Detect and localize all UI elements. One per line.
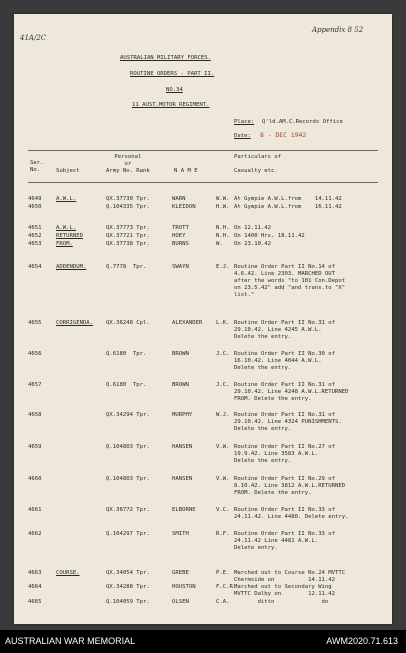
entry-name: HOUSTON [172,584,196,590]
entry-subject: A.W.L. [56,196,77,202]
entry-subject: CORRIGENDA. [56,320,94,326]
entry-ser-no: 4660 [28,476,42,482]
entry-initials: P.E. [216,570,230,576]
doc-subtitle: ROUTINE ORDERS - PART II. [130,71,215,77]
entry-particulars: Routine Order Part II No.31 of 29.10.42. Line 4245 A.W.L. Delete the entry. [234,320,336,340]
entry-ser-no: 4650 [28,204,42,210]
header-rule-top [28,150,378,151]
entry-initials: N.H. [216,233,230,239]
header-rule-bottom [28,182,378,183]
col-personal-no: Personal or Army No. Rank [106,154,150,174]
entry-initials: N.H. [216,225,230,231]
entry-particulars: ditto do [234,599,329,605]
entry-army-no: QX.38772 Tpr. [106,507,150,513]
entry-army-no: Q.104335 Tpr. [106,204,150,210]
entry-army-no: QX.34054 Tpr. [106,570,150,576]
entry-particulars: On 12.11.42 [234,225,272,231]
entry-army-no: QX.34294 Tpr. [106,412,150,418]
document-page [14,14,392,624]
unit-name: 11 AUST.MOTOR REGIMENT. [132,102,210,108]
entry-army-no: QX.34288 Tpr. [106,584,150,590]
entry-ser-no: 4661 [28,507,42,513]
ref-code: 41A/2C [20,34,47,42]
date-stamp: 8 - DEC 1942 [260,131,307,139]
entry-particulars: Routine Order Part II No.33 of 24.11.42 Line 4481 A.W.L. Delete entry. [234,531,336,551]
entry-ser-no: 4653 [28,241,42,247]
entry-initials: L.K. [216,320,230,326]
entry-initials: H.W. [216,204,230,210]
entry-ser-no: 4654 [28,264,42,270]
entry-initials: F.C.R. [216,584,237,590]
archive-footer [0,630,406,653]
entry-army-no: Q.104803 Tpr. [106,476,150,482]
col-particulars: Particulars of Casualty etc. [234,154,282,174]
entry-ser-no: 4656 [28,351,42,357]
col-subject: Subject [56,168,80,174]
entry-particulars: On 23.10.42 [234,241,272,247]
entry-particulars: Routine Order Part II No.27 of 19.9.42. Line 3583 A.W.L. Delete the entry. [234,444,336,464]
footer-accession: AWM2020.71.613 [326,636,398,646]
entry-name: OLSEN [172,599,189,605]
entry-ser-no: 4662 [28,531,42,537]
entry-name: TROTT [172,225,189,231]
entry-name: GREBE [172,570,189,576]
entry-army-no: Q.104059 Tpr. [106,599,150,605]
entry-initials: W.J. [216,412,230,418]
order-number: NO.34 [166,87,183,93]
entry-initials: V.W. [216,444,230,450]
entry-initials: R.F. [216,531,230,537]
entry-name: HANSEN [172,476,193,482]
col-ser-no: Ser. No. [30,160,44,173]
entry-ser-no: 4657 [28,382,42,388]
entry-particulars: At Gympie A.W.L.from 14.11.42 [234,196,342,202]
entry-name: BURNS [172,241,189,247]
entry-name: MURPHY [172,412,193,418]
entry-name: BROWN [172,351,189,357]
entry-initials: V.C. [216,507,230,513]
entry-subject: COURSE. [56,570,80,576]
entry-name: ALEXANDER [172,320,203,326]
entry-initials: W.W. [216,196,230,202]
entry-name: WARN [172,196,186,202]
entry-initials: J.C. [216,382,230,388]
entry-particulars: Routine Order Part II No.33 of 24.11.42. Line 4480. Delete entry. [234,507,349,520]
entry-ser-no: 4664 [28,584,42,590]
entry-army-no: QX.36248 Cpl. [106,320,150,326]
entry-subject: RETURNED [56,233,83,239]
entry-name: KLEIDON [172,204,196,210]
entry-particulars: Routine Order Part II No.29 of 8.10.42. Line 3812 A.W.L.RETURNED FROM. Delete the entry. [234,476,346,496]
entry-name: ELBORNE [172,507,196,513]
place-label: Place: [234,119,255,125]
entry-army-no: Q.7778 Tpr. [106,264,147,270]
entry-ser-no: 4655 [28,320,42,326]
col-name: N A M E [174,168,198,174]
appendix-annotation: Appendix 8 52 [312,26,364,34]
entry-subject: FROM. [56,241,73,247]
place-value: Q'ld.AM.C.Records Office [262,119,343,125]
entry-ser-no: 4663 [28,570,42,576]
footer-institution: AUSTRALIAN WAR MEMORIAL [5,636,136,646]
date-label: Date: [234,133,251,139]
entry-name: SMITH [172,531,189,537]
entry-army-no: Q.6180 Tpr. [106,351,147,357]
entry-particulars: Marched out to Course No.24 MVTTC Chermside on 14.11.42 [234,570,346,583]
entry-particulars: At Gympie A.W.L.from 16.11.42 [234,204,342,210]
entry-particulars: Routine Order Part II No.31 of 29.10.42. Line 4248 A.W.L.RETURNED FROM. Delete the entry. [234,382,349,402]
entry-ser-no: 4658 [28,412,42,418]
entry-army-no: Q.6180 Tpr. [106,382,147,388]
entry-initials: J.C. [216,351,230,357]
entry-initials: V.W. [216,476,230,482]
entry-particulars: Routine Order Part II No.31 of 29.10.42. Line 4324 PUNISHMENTS. Delete the entry. [234,412,342,432]
entry-army-no: QX.37738 Tpr. [106,241,150,247]
entry-initials: W. [216,241,223,247]
entry-name: HANSEN [172,444,193,450]
entry-particulars: Routine Order Part II No.14 of 4.6.42. Line 2303. MARCHED OUT after the words "to 101 Con.Depot on 23.5.42" add "and trans.to "X" list." [234,264,346,298]
entry-army-no: Q.104803 Tpr. [106,444,150,450]
entry-army-no: QX.37730 Tpr. [106,196,150,202]
entry-initials: E.J. [216,264,230,270]
entry-ser-no: 4649 [28,196,42,202]
entry-army-no: QX.37773 Tpr. [106,225,150,231]
entry-particulars: On 1400 Hrs. 18.11.42 [234,233,305,239]
entry-name: BROWN [172,382,189,388]
entry-ser-no: 4665 [28,599,42,605]
entry-subject: A.W.L. [56,225,77,231]
entry-subject: ADDENDUM. [56,264,87,270]
entry-ser-no: 4651 [28,225,42,231]
entry-ser-no: 4652 [28,233,42,239]
entry-particulars: Marched out to Secondary Wing MVTTC Dalby on 12.11.42 [234,584,336,597]
entry-initials: C.A. [216,599,230,605]
entry-army-no: Q.104297 Tpr. [106,531,150,537]
entry-army-no: QX.37721 Tpr. [106,233,150,239]
entry-particulars: Routine Order Part II No.30 of 16.10.42. Line 4044 A.W.L. Delete the entry. [234,351,336,371]
doc-title: AUSTRALIAN MILITARY FORCES. [120,55,211,61]
entry-name: SWAYN [172,264,189,270]
entry-name: HOEY [172,233,186,239]
entry-ser-no: 4659 [28,444,42,450]
